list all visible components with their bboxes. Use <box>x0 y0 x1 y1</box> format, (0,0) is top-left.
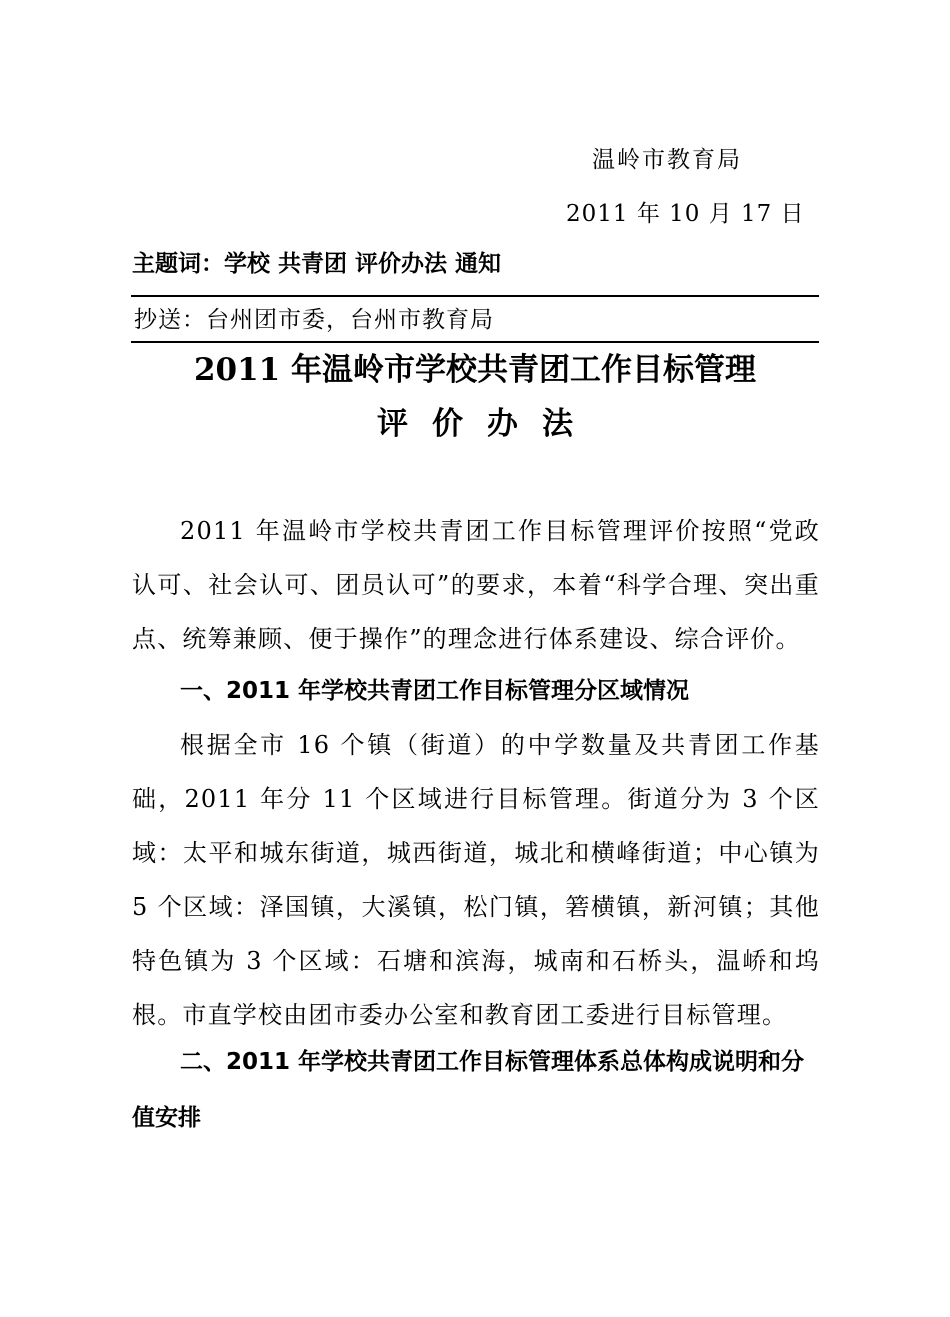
subject-keywords: 主题词：学校 共青团 评价办法 通知 <box>132 251 502 277</box>
section-1-paragraph: 根据全市 16 个镇（街道）的中学数量及共青团工作基础，2011 年分 11 个区域进行目标管理。街道分为 3 个区域：太平和城东街道，城西街道，城北和横峰街道；中心镇为 5 个区域：泽国镇，大溪镇，松门镇，箬横镇，新河镇；其他特色镇为 3 个区域：石塘和滨海，城南和石桥头，温峤和坞根。市直学校由团市委办公室和教育团工委进行目标管理。 <box>132 731 820 1029</box>
divider-bottom <box>131 341 819 343</box>
section-2-heading: 二、2011 年学校共青团工作目标管理体系总体构成说明和分值安排 <box>132 1049 805 1131</box>
divider-top <box>131 295 819 297</box>
document-subtitle: 评价办法 <box>377 406 597 442</box>
issue-date: 2011 年 10 月 17 日 <box>566 201 805 227</box>
document-title: 2011 年温岭市学校共青团工作目标管理 <box>193 352 757 388</box>
section-1-heading: 一、2011 年学校共青团工作目标管理分区域情况 <box>180 678 690 704</box>
cc-recipients: 抄送：台州团市委，台州市教育局 <box>134 307 494 333</box>
intro-paragraph: 2011 年温岭市学校共青团工作目标管理评价按照“党政认可、社会认可、团员认可”的要求，本着“科学合理、突出重点、统筹兼顾、便于操作”的理念进行体系建设、综合评价。 <box>132 517 820 653</box>
issuer-name: 温岭市教育局 <box>592 147 742 173</box>
